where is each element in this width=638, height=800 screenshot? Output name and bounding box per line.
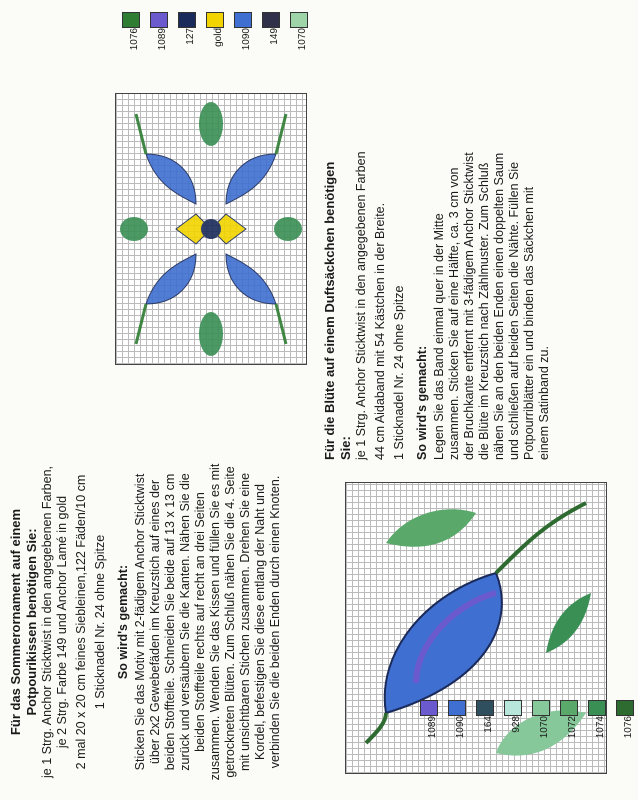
legend-top-1090: 1090 [234,12,258,50]
sommer-title: Für das Sommerornament auf einem Potpourikissen benötigen Sie: [8,508,39,736]
legend-bottom-1076: 1076 [616,700,638,738]
legend-bottom-1072: 1072 [560,700,584,738]
sommer-section [8,462,287,782]
legend-top-127: 127 [178,12,202,50]
legend-top-149: 149 [262,12,286,50]
sommer-materials-2: 2 mal 20 x 20 cm feines Siebleinen,122 Fäden/10 cm [74,474,88,770]
ornament-pattern [116,94,306,364]
dufts-section [322,150,556,460]
legend-top-1076: 1076 [122,12,146,50]
sommer-materials-3: 1 Sticknadel Nr. 24 ohne Spitze [93,534,107,710]
flower-legend [420,700,635,795]
sommer-how-text: Sticken Sie das Motiv mit 2-fädigem Anchor Sticktwist über 2x2 Gewebefäden im Kreuzstich auf eines der beiden Stoffteile. Schneiden Sie beide auf 13 x 13 cm zurück und versäubern Sie die Kanten. Nähen Sie die beiden Stoffteile rechts auf recht an drei Seiten zusammen. Wenden Sie das Kissen und füllen Sie es mit getrockneten Blüten. Zum Schluß nähen Sie die 4. Seite mit unsichtbaren Stichen zusammen. Drehen Sie eine Kordel, befestigen Sie diese entlang der Naht und verbinden Sie die beiden Enden durch einen Knoten. [133,463,282,781]
dufts-title: Für die Blüte auf einem Duftsäckchen benötigen Sie: [322,161,353,460]
legend-top-gold: gold [206,12,230,50]
legend-top-1089: 1089 [150,12,174,50]
ornament-legend [122,12,312,107]
legend-bottom-1074: 1074 [588,700,612,738]
ornament-chart [115,93,307,365]
dufts-materials-2: 44 cm Aidaband mit 54 Kästchen in der Breite. [373,202,387,460]
dufts-how-title: So wird's gemacht: [415,345,429,460]
legend-top-1070: 1070 [290,12,314,50]
legend-bottom-1070: 1070 [532,700,556,738]
legend-bottom-1090: 1090 [448,700,472,738]
legend-bottom-1089: 1089 [420,700,444,738]
legend-bottom-928: 928 [504,700,528,738]
dufts-materials-1: je 1 Strg. Anchor Sticktwist in den angegebenen Farben [354,151,368,460]
sommer-materials-1: je 1 Strg. Anchor Sticktwist in den angegebenen Farben, je 2 Strg. Farbe 149 und Anchor Lamé in gold [40,466,69,778]
legend-bottom-164: 164 [476,700,500,738]
dufts-materials-3: 1 Sticknadel Nr. 24 ohne Spitze [392,285,406,460]
dufts-how-text: Legen Sie das Band einmal quer in der Mitte zusammen. Sticken Sie auf eine Hälfte, ca. 3 cm von der Bruchkante entfernt mit 3-fädigem Anchor Sticktwist die Blüte im Kreuzstich nach Zählmuster. Zum Schluß nähen Sie an den beiden Enden einen doppelten Saum und schließen auf beiden Seiten die Nähte. Füllen Sie Potpourriblätter ein und binden das Säckchen mit einem Satinband zu. [432,152,551,460]
sommer-how-title: So wird's gemacht: [116,564,130,680]
